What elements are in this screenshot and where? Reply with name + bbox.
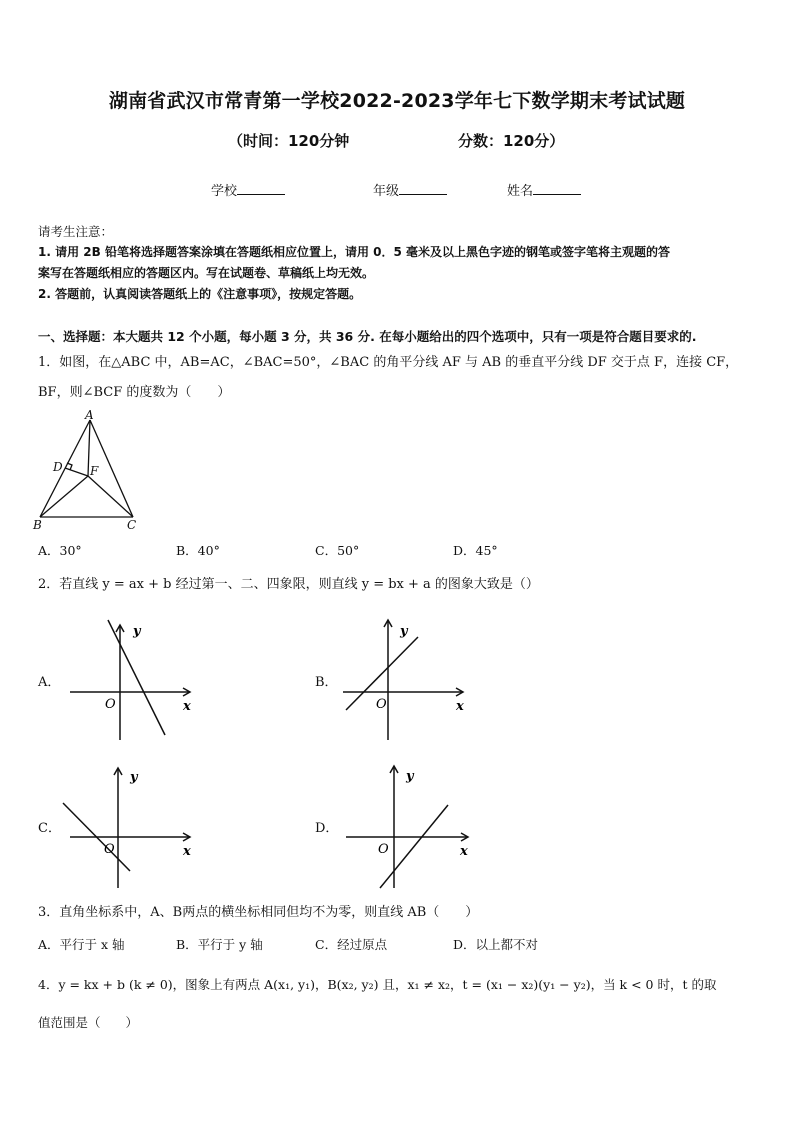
label-d: D	[53, 460, 63, 474]
notice-heading: 请考生注意：	[38, 224, 114, 239]
q3-option-a[interactable]: A．平行于 x 轴	[38, 937, 125, 952]
q2-graph-c	[60, 763, 200, 893]
grade-field[interactable]	[373, 180, 447, 199]
origin-label: O	[376, 697, 387, 712]
x-label: x	[183, 844, 191, 859]
y-label: y	[400, 624, 408, 639]
school-blank	[237, 182, 285, 195]
q1-option-d[interactable]: D．45°	[453, 543, 498, 558]
name-field[interactable]	[507, 180, 581, 199]
q2-graph-b	[338, 615, 473, 745]
q2-option-a[interactable]: A．	[38, 675, 61, 690]
question-4	[38, 966, 760, 1042]
section-heading: 一、选择题：本大题共 12 个小题，每小题 3 分，共 36 分. 在每小题给出的四个选项中，只有一项是符合题目要求的.	[38, 329, 697, 344]
label-c: C	[127, 518, 137, 532]
q3-option-c[interactable]: C．经过原点	[315, 937, 388, 952]
x-label: x	[460, 844, 468, 859]
notice-block	[38, 221, 758, 305]
question-2: 2．若直线 y = ax + b 经过第一、二、四象限，则直线 y = bx + a 的图象大致是（）	[38, 577, 539, 592]
grade-blank	[399, 182, 447, 195]
q3-option-b[interactable]: B．平行于 y 轴	[176, 937, 263, 952]
label-a: A	[85, 410, 94, 422]
name-blank	[533, 182, 581, 195]
q4-line-1: 4．y = kx + b (k ≠ 0)，图象上有两点 A(x₁, y₁)，B(x₂, y₂) 且，x₁ ≠ x₂，t = (x₁ − x₂)(y₁ − y₂)，当 k < 0 时，t 的取	[38, 977, 717, 992]
notice-line-2: 2. 答题前，认真阅读答题纸上的《注意事项》，按规定答题。	[38, 287, 362, 301]
exam-time: （时间：120分钟	[228, 132, 350, 150]
q2-option-c[interactable]: C．	[38, 821, 61, 836]
name-label: 姓名	[507, 184, 534, 199]
q1-option-c[interactable]: C．50°	[315, 543, 360, 558]
segment-cf	[88, 476, 133, 517]
q3-option-d[interactable]: D．以上都不对	[453, 937, 539, 952]
school-label: 学校	[211, 184, 238, 199]
x-label: x	[183, 699, 191, 714]
x-label: x	[456, 699, 464, 714]
q2-graph-a	[65, 615, 200, 745]
notice-line-1b: 案写在答题纸相应的答题区内。写在试题卷、草稿纸上均无效。	[38, 266, 375, 280]
y-label: y	[406, 769, 414, 784]
origin-label: O	[378, 842, 389, 857]
segment-bf	[40, 476, 88, 517]
origin-label: O	[104, 842, 115, 857]
perpendicular-df	[65, 468, 88, 476]
q2-graph-d	[338, 760, 478, 893]
label-f: F	[90, 464, 99, 478]
notice-line-1a: 1. 请用 2B 铅笔将选择题答案涂填在答题纸相应位置上，请用 0．5 毫米及以上黑色字迹的钢笔或签字笔将主观题的答	[38, 245, 670, 259]
y-label: y	[130, 770, 138, 785]
q1-option-a[interactable]: A．30°	[38, 543, 82, 558]
question-3: 3．直角坐标系中，A、B两点的横坐标相同但均不为零，则直线 AB（ ）	[38, 905, 479, 920]
q1-option-b[interactable]: B．40°	[176, 543, 220, 558]
q1-triangle-figure	[30, 410, 150, 535]
label-b: B	[33, 518, 42, 532]
q1-line-2: BF，则∠BCF 的度数为（ ）	[38, 385, 231, 400]
q1-line-1: 1．如图，在△ABC 中，AB=AC，∠BAC=50°，∠BAC 的角平分线 AF 与 AB 的垂直平分线 DF 交于点 F，连接 CF，	[38, 355, 739, 370]
origin-label: O	[105, 697, 116, 712]
exam-score: 分数：120分）	[458, 132, 565, 150]
q2-option-d[interactable]: D．	[315, 821, 339, 836]
graph-line	[380, 805, 448, 888]
q4-line-2: 值范围是（ ）	[38, 1015, 139, 1030]
question-1	[38, 348, 760, 408]
y-label: y	[133, 624, 141, 639]
grade-label: 年级	[373, 184, 400, 199]
page-title: 湖南省武汉市常青第一学校2022-2023学年七下数学期末考试试题	[108, 90, 686, 112]
school-field[interactable]	[211, 180, 285, 199]
q2-option-b[interactable]: B．	[315, 675, 338, 690]
